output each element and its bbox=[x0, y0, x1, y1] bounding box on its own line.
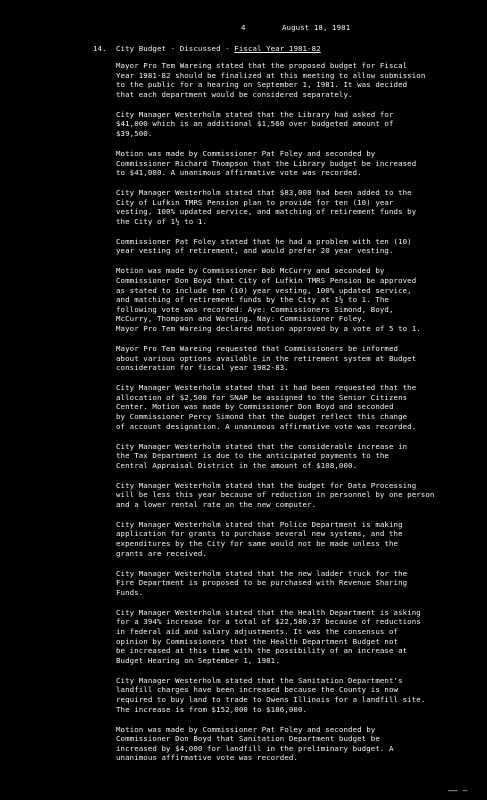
paragraph-sanitation-landfill: City Manager Westerholm stated that the Sanitation Department's landfill charges have been increased because the County is now required to buy land to trade to Owens Illinois for a landfill site. The increase is from $152,000 to $186,000. bbox=[116, 675, 426, 714]
paragraph-budget-finalize: Mayor Pro Tem Wareing stated that the proposed budget for Fiscal Year 1981-82 should be finalized at this meeting to allow submission to the public for a hearing on September 1, 1981. It was decided that each department would be considered separately. bbox=[116, 61, 426, 99]
page-number: 4 bbox=[241, 23, 246, 32]
item-title bbox=[116, 44, 321, 54]
paragraph-retirement-options: Mayor Pro Tem Wareing requested that Commissioners be informed about various options available in the retirement system at Budget consideration for fiscal year 1982-83. bbox=[116, 344, 417, 373]
paragraph-pension-motion: Motion was made by Commissioner Bob McCurry and seconded by Commissioner Don Boyd that City of Lufkin TMRS Pension be approved as stated to include ten (10) year vesting, 100% updated service, and matching of retirement funds by the City at 1½ to 1. The following vote was recorded: Aye: Commissioners Simond, Boyd, McCurry, Thompson and Wareing. Nay: Commissioner Foley. Mayor Pro Tem Wareing declared motion approved by a vote of 5 to 1. bbox=[116, 266, 421, 334]
agenda-item-heading bbox=[93, 44, 473, 56]
page-header bbox=[0, 23, 487, 35]
item-title-prefix: City Budget - Discussed - bbox=[116, 44, 235, 53]
item-title-underlined: Fiscal Year 1981-82 bbox=[234, 44, 321, 53]
paragraph-library-request: City Manager Westerholm stated that the Library had asked for $41,000 which is an additional $1,560 over budgeted amount of $39,500. bbox=[116, 109, 394, 138]
item-number: 14. bbox=[93, 44, 107, 53]
paragraph-health-department: City Manager Westerholm stated that the Health Department is asking for a 394% increase for a total of $22,580.37 because of reductions in federal aid and salary adjustments. It was the consensus of opinion by Commissioners that the Health Department Budget not be increased at this time with the possibility of an increase at Budget Hearing on September 1, 1981. bbox=[116, 607, 421, 665]
paragraph-data-processing: City Manager Westerholm stated that the budget for Data Processing will be less this year because of reduction in personnel by one person and a lower rental rate on the new computer. bbox=[116, 480, 435, 509]
paragraph-foley-vesting: Commissioner Pat Foley stated that he had a problem with ten (10) year vesting of retirement, and would prefer 20 year vesting. bbox=[116, 236, 412, 256]
paragraph-snap-allocation: City Manager Westerholm stated that it had been requested that the allocation of $2,500 for SNAP be assigned to the Senior Citizens Center. Motion was made by Commissioner Don Boyd and seconded by Commissioner Percy Simond that the budget reflect this change of account designation. A unanimous affirmative vote was recorded. bbox=[116, 383, 417, 431]
paragraph-library-motion: Motion was made by Commissioner Pat Foley and seconded by Commissioner Richard Thompson that the Library budget be increased to $41,000. A unanimous affirmative vote was recorded. bbox=[116, 148, 417, 178]
paragraph-sanitation-motion: Motion was made by Commissioner Pat Foley and seconded by Commissioner Don Boyd that Sanitation Department budget be increased by $4,000 for landfill in the preliminary budget. A unanimous affirmative vote was recorded. bbox=[116, 724, 394, 763]
meeting-date: August 18, 1981 bbox=[282, 23, 351, 32]
paragraph-tax-department: City Manager Westerholm stated that the considerable increase in the Tax Department is due to the anticipated payments to the Central Appraisal District in the amount of $108,000. bbox=[116, 441, 408, 470]
paragraph-fire-ladder-truck: City Manager Westerholm stated that the new ladder truck for the Fire Department is proposed to be purchased with Revenue Sharing Funds. bbox=[116, 568, 408, 597]
scan-corner-mark: ‒‒ ‒ bbox=[448, 786, 468, 795]
paragraph-police-grants: City Manager Westerholm stated that Police Department is making application for grants to purchase several new systems, and the expenditures by the City for same would not be made unless the grants are received. bbox=[116, 519, 403, 558]
paragraph-tmrs-pension: City Manager Westerholm stated that $83,000 had been added to the City of Lufkin TMRS Pension plan to provide for ten (10) year vesting, 100% updated service, and matching of retirement funds by the City of 1½ to 1. bbox=[116, 188, 417, 226]
minutes-body bbox=[116, 61, 478, 773]
